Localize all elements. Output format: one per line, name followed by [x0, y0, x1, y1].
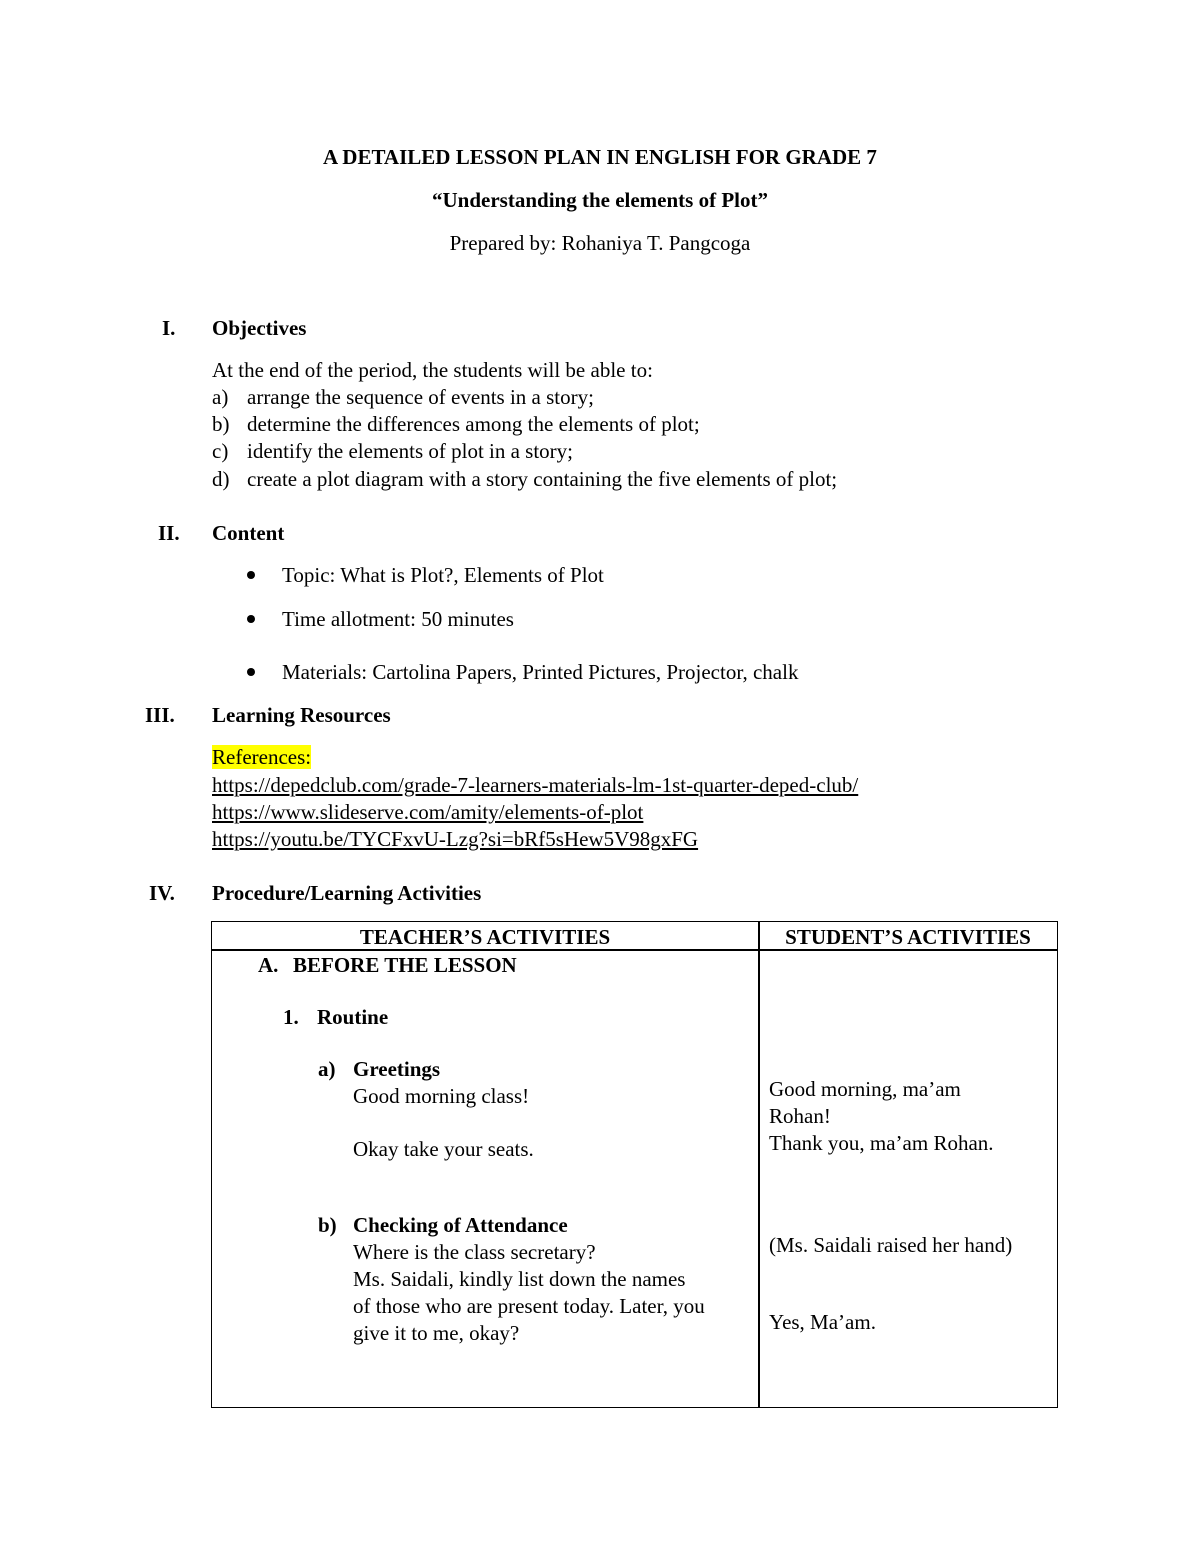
reference-link-youtube[interactable]: https://youtu.be/TYCFxvU-Lzg?si=bRf5sHew5V98gxFG	[212, 827, 699, 851]
attendance-line: give it to me, okay?	[353, 1321, 520, 1345]
section-marker: A.	[258, 953, 279, 977]
section-numeral-objectives: I.	[162, 316, 176, 340]
objective-item: create a plot diagram with a story containing the five elements of plot;	[247, 467, 838, 491]
routine-title: Routine	[317, 1005, 389, 1029]
routine-marker: 1.	[283, 1005, 299, 1029]
objectives-intro: At the end of the period, the students will be able to:	[212, 358, 653, 382]
objective-marker: c)	[212, 439, 229, 463]
section-title-before-lesson: BEFORE THE LESSON	[293, 953, 517, 977]
student-response: (Ms. Saidali raised her hand)	[769, 1233, 1013, 1257]
objective-item: identify the elements of plot in a story;	[247, 439, 574, 463]
content-item-time: Time allotment: 50 minutes	[282, 607, 514, 631]
attendance-title: Checking of Attendance	[353, 1213, 568, 1237]
content-item-topic: Topic: What is Plot?, Elements of Plot	[282, 563, 604, 587]
bullet-icon	[247, 668, 255, 676]
objective-item: determine the differences among the elements of plot;	[247, 412, 700, 436]
objective-item: arrange the sequence of events in a story;	[247, 385, 594, 409]
student-response: Rohan!	[769, 1104, 831, 1128]
table-divider-vertical	[758, 922, 760, 1407]
objective-marker: d)	[212, 467, 230, 491]
student-column-header: STUDENT’S ACTIVITIES	[785, 925, 1031, 949]
resources-heading: Learning Resources	[212, 703, 391, 727]
greetings-title: Greetings	[353, 1057, 441, 1081]
section-numeral-content: II.	[158, 521, 180, 545]
attendance-line: Ms. Saidali, kindly list down the names	[353, 1267, 686, 1291]
attendance-line: Where is the class secretary?	[353, 1240, 596, 1264]
attendance-marker: b)	[318, 1213, 337, 1237]
reference-link-slideserve[interactable]: https://www.slideserve.com/amity/elements-of-plot	[212, 800, 644, 824]
student-response: Good morning, ma’am	[769, 1077, 961, 1101]
reference-link-depedclub[interactable]: https://depedclub.com/grade-7-learners-materials-lm-1st-quarter-deped-club/	[212, 773, 859, 797]
objectives-heading: Objectives	[212, 316, 307, 340]
lesson-subtitle: “Understanding the elements of Plot”	[432, 188, 768, 212]
greetings-line: Good morning class!	[353, 1084, 530, 1108]
references-label	[212, 745, 311, 770]
student-response: Yes, Ma’am.	[769, 1310, 876, 1334]
bullet-icon	[247, 615, 255, 623]
content-heading: Content	[212, 521, 285, 545]
attendance-line: of those who are present today. Later, you	[353, 1294, 705, 1318]
greetings-line: Okay take your seats.	[353, 1137, 534, 1161]
objective-marker: a)	[212, 385, 229, 409]
page-title: A DETAILED LESSON PLAN IN ENGLISH FOR GRADE 7	[323, 145, 877, 169]
content-item-materials: Materials: Cartolina Papers, Printed Pictures, Projector, chalk	[282, 660, 799, 684]
greetings-marker: a)	[318, 1057, 336, 1081]
objective-marker: b)	[212, 412, 230, 436]
bullet-icon	[247, 571, 255, 579]
section-numeral-procedure: IV.	[149, 881, 175, 905]
student-response: Thank you, ma’am Rohan.	[769, 1131, 994, 1155]
procedure-heading: Procedure/Learning Activities	[212, 881, 482, 905]
prepared-by: Prepared by: Rohaniya T. Pangcoga	[449, 231, 751, 255]
activities-table	[211, 921, 1058, 1408]
references-label-text: References:	[212, 745, 312, 769]
teacher-column-header: TEACHER’S ACTIVITIES	[359, 925, 611, 949]
section-numeral-resources: III.	[145, 703, 175, 727]
